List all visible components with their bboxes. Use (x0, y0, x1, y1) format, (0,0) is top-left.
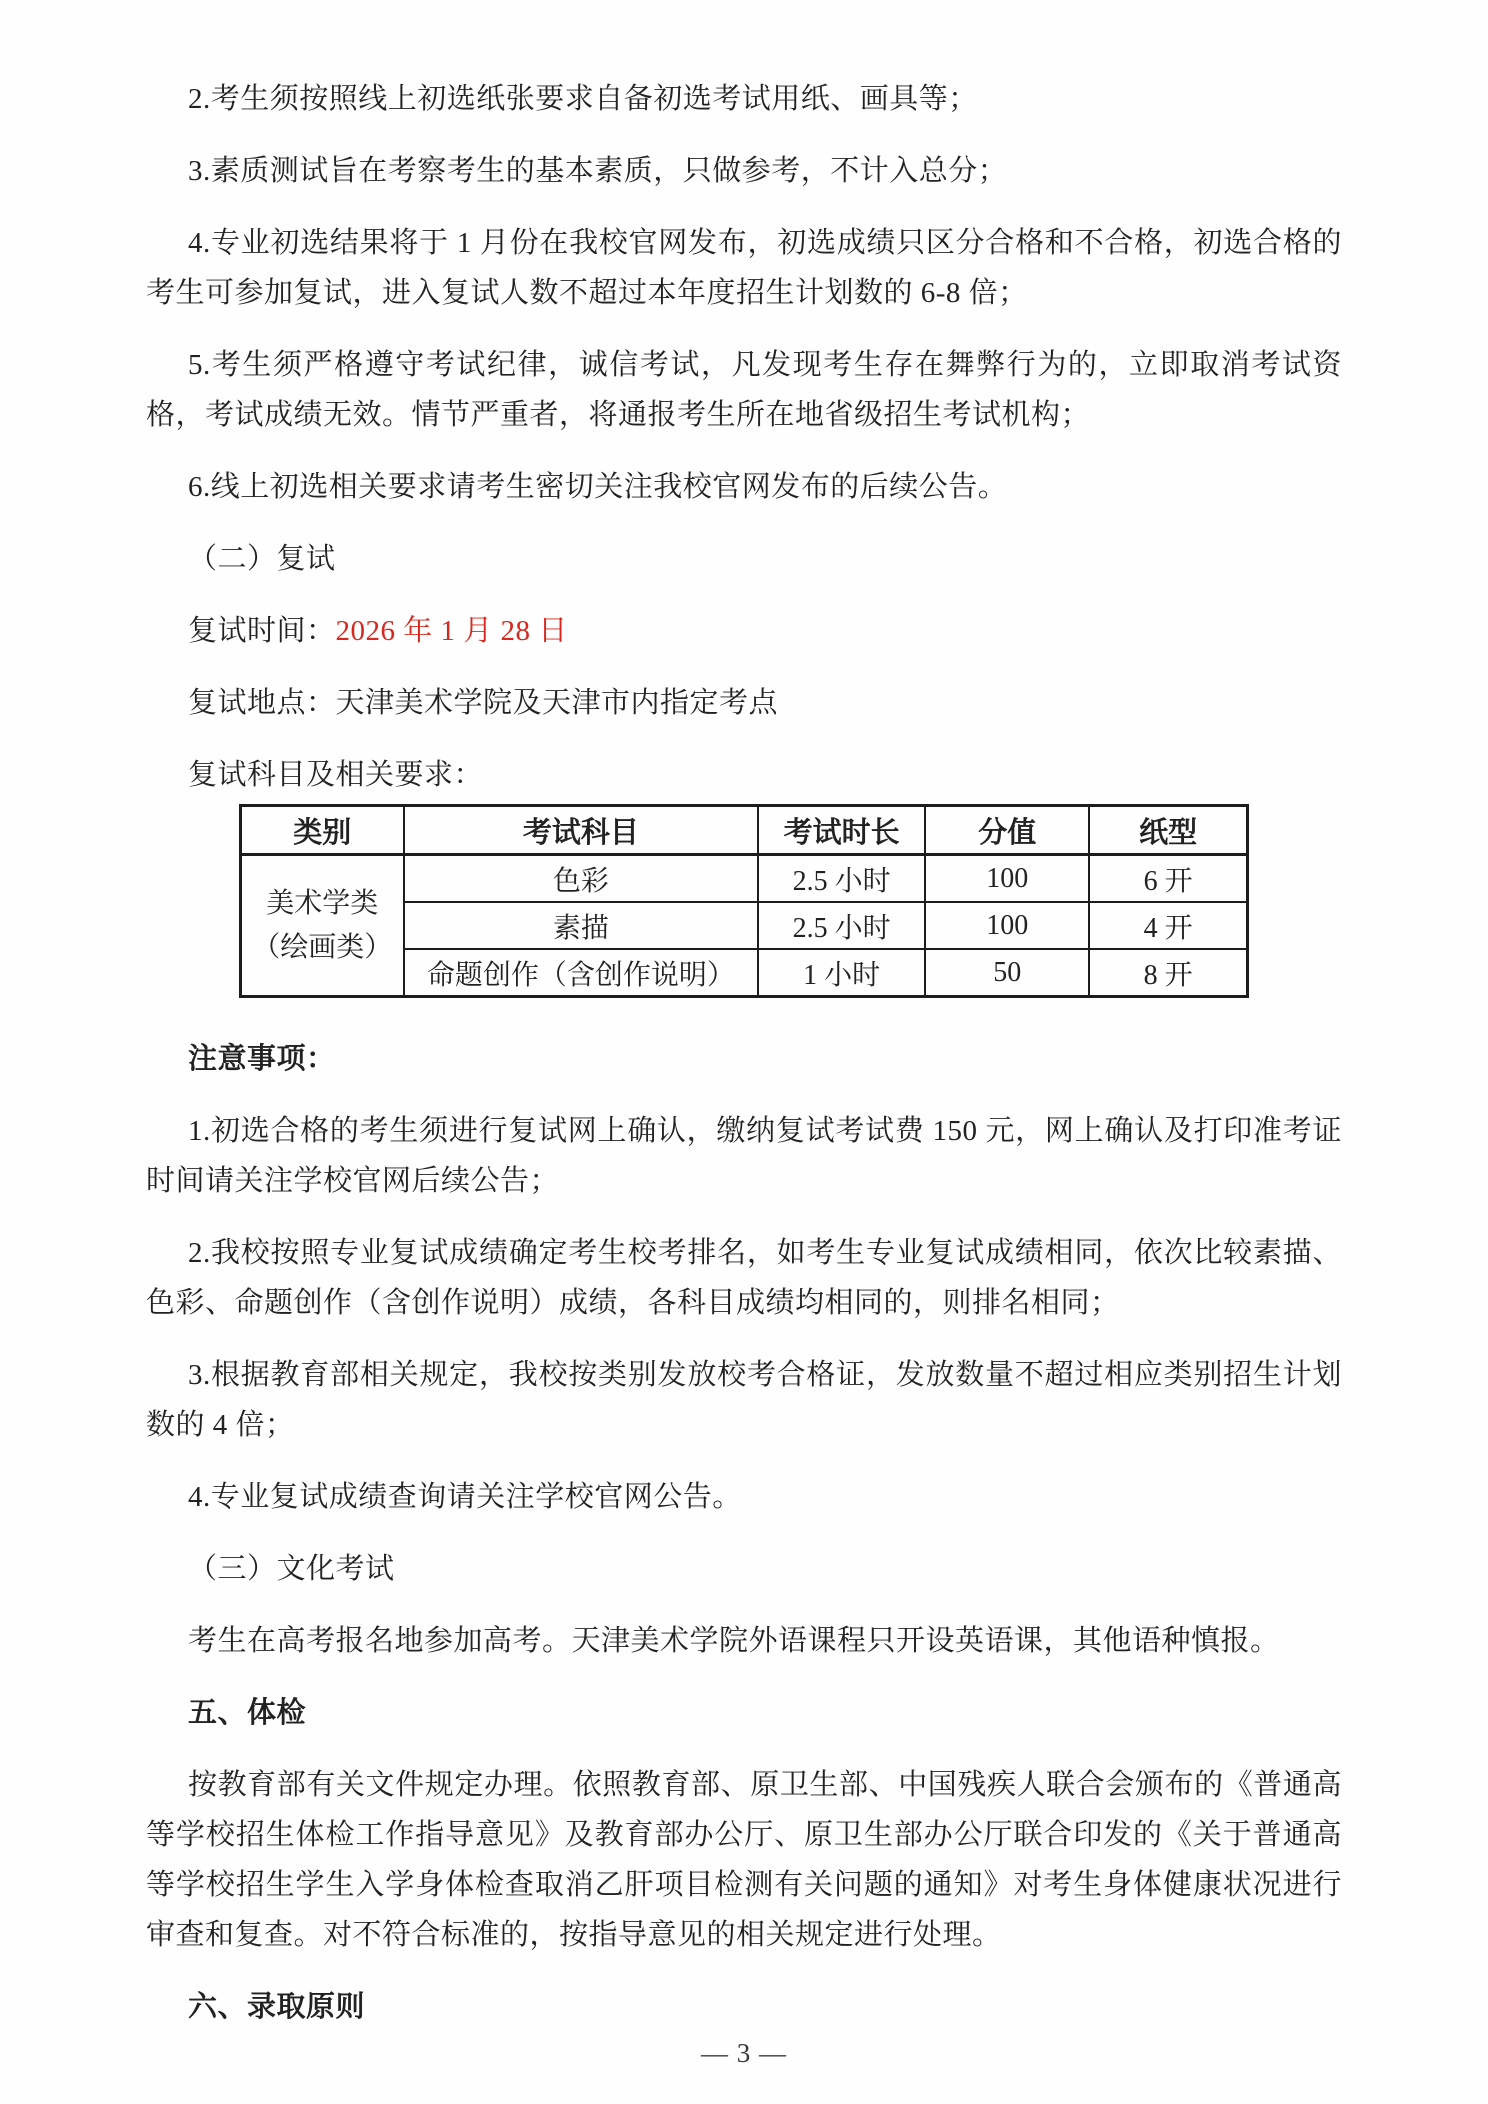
retest-time-value: 2026 年 1 月 28 日 (335, 615, 568, 647)
header-cell-subject: 考试科目 (404, 806, 758, 855)
cell-duration: 1 小时 (758, 949, 925, 997)
page-number: — 3 — (701, 2038, 787, 2068)
cell-paper: 4 开 (1089, 902, 1247, 949)
cell-score: 50 (925, 949, 1089, 997)
cell-subject: 素描 (404, 902, 758, 949)
retest-place-line: 复试地点：天津美术学院及天津市内指定考点 (188, 687, 779, 719)
notice-heading: 注意事项： (188, 1043, 336, 1075)
cell-category (241, 855, 404, 997)
cell-paper: 8 开 (1089, 949, 1247, 997)
cell-score: 100 (925, 902, 1089, 949)
section-heading-retest: （二）复试 (188, 543, 336, 575)
paragraph-initial-rule-5: 5.考生须严格遵守考试纪律，诚信考试，凡发现考生存在舞弊行为的，立即取消考试资格，考试成绩无效。情节严重者，将通报考生所在地省级招生考试机构； (146, 349, 1342, 431)
retest-subjects-label: 复试科目及相关要求： (188, 759, 484, 791)
category-line2: （绘画类） (252, 931, 393, 963)
section-heading-culture-exam: （三）文化考试 (188, 1553, 395, 1585)
cell-subject: 色彩 (404, 855, 758, 903)
cell-subject: 命题创作（含创作说明） (404, 949, 758, 997)
paragraph-initial-rule-4: 4.专业初选结果将于 1 月份在我校官网发布，初选成绩只区分合格和不合格，初选合格的考生可参加复试，进入复试人数不超过本年度招生计划数的 6-8 倍； (146, 227, 1342, 309)
header-cell-category: 类别 (241, 806, 404, 855)
header-cell-paper: 纸型 (1089, 806, 1247, 855)
retest-time-label: 复试时间： (188, 615, 336, 647)
document-content (146, 74, 1342, 2054)
paragraph-culture-exam: 考生在高考报名地参加高考。天津美术学院外语课程只开设英语课，其他语种慎报。 (188, 1625, 1280, 1657)
retest-subjects-table-wrap (146, 804, 1342, 998)
paragraph-initial-rule-2: 2.考生须按照线上初选纸张要求自备初选考试用纸、画具等； (188, 83, 978, 115)
notice-item-3: 3.根据教育部相关规定，我校按类别发放校考合格证，发放数量不超过相应类别招生计划数的 4 倍； (146, 1359, 1342, 1441)
notice-item-2: 2.我校按照专业复试成绩确定考生校考排名，如考生专业复试成绩相同，依次比较素描、色彩、命题创作（含创作说明）成绩，各科目成绩均相同的，则排名相同； (146, 1237, 1342, 1319)
table-row (241, 855, 1248, 903)
category-line1: 美术学类 (266, 887, 379, 919)
paragraph-physical-exam: 按教育部有关文件规定办理。依照教育部、原卫生部、中国残疾人联合会颁布的《普通高等学校招生体检工作指导意见》及教育部办公厅、原卫生部办公厅联合印发的《关于普通高等学校招生学生入学身体检查取消乙肝项目检测有关问题的通知》对考生身体健康状况进行审查和复查。对不符合标准的，按指导意见的相关规定进行处理。 (146, 1769, 1342, 1951)
paragraph-initial-rule-6: 6.线上初选相关要求请考生密切关注我校官网发布的后续公告。 (188, 471, 1008, 503)
notice-item-1: 1.初选合格的考生须进行复试网上确认，缴纳复试考试费 150 元，网上确认及打印准考证时间请关注学校官网后续公告； (146, 1115, 1342, 1197)
cell-duration: 2.5 小时 (758, 855, 925, 903)
paragraph-initial-rule-3: 3.素质测试旨在考察考生的基本素质，只做参考，不计入总分； (188, 155, 1008, 187)
retest-time-line (146, 606, 1342, 656)
table-header-row (241, 806, 1248, 855)
cell-duration: 2.5 小时 (758, 902, 925, 949)
section-heading-physical-exam: 五、体检 (188, 1697, 307, 1729)
cell-paper: 6 开 (1089, 855, 1247, 903)
header-cell-score: 分值 (925, 806, 1089, 855)
retest-subjects-table (239, 804, 1249, 998)
header-cell-duration: 考试时长 (758, 806, 925, 855)
section-heading-admission-principles: 六、录取原则 (188, 1991, 366, 2023)
cell-score: 100 (925, 855, 1089, 903)
notice-item-4: 4.专业复试成绩查询请关注学校官网公告。 (188, 1481, 742, 1513)
